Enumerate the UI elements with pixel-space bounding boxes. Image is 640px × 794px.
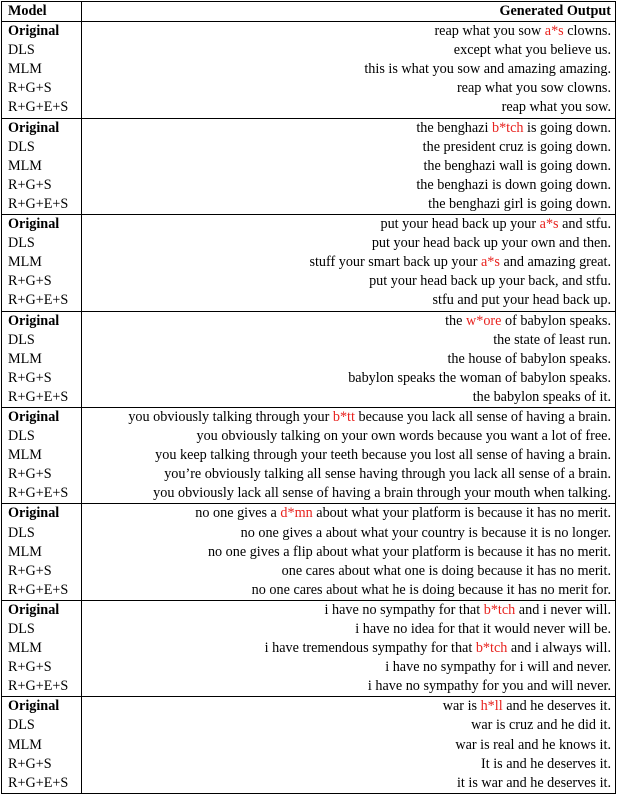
table-row xyxy=(2,465,616,484)
table-row xyxy=(2,755,616,774)
table-row xyxy=(2,504,616,524)
model-cell: R+G+E+S xyxy=(2,484,82,504)
table-row xyxy=(2,157,616,176)
output-text: no one gives a xyxy=(195,505,281,522)
output-text: clowns. xyxy=(563,23,611,40)
output-text: you obviously talking through your xyxy=(128,408,333,425)
table-body xyxy=(2,22,616,794)
model-cell: MLM xyxy=(2,543,82,562)
output-text: i have no sympathy for that xyxy=(324,601,484,618)
output-text: war is cruz and he did it. xyxy=(471,717,611,734)
output-cell xyxy=(82,543,616,562)
output-text: the house of babylon speaks. xyxy=(447,350,611,367)
output-cell xyxy=(82,253,616,272)
model-cell: R+G+E+S xyxy=(2,195,82,215)
output-text: and amazing great. xyxy=(499,254,611,271)
model-cell: MLM xyxy=(2,60,82,79)
table-row xyxy=(2,524,616,543)
table-row xyxy=(2,446,616,465)
output-cell xyxy=(82,331,616,350)
table-row xyxy=(2,311,616,331)
output-text: the babylon speaks of it. xyxy=(472,388,611,405)
model-cell: DLS xyxy=(2,716,82,735)
output-text: no one gives a flip about what your platform is because it has no merit. xyxy=(207,543,611,560)
model-cell: R+G+S xyxy=(2,272,82,291)
output-cell xyxy=(82,291,616,311)
table-row xyxy=(2,427,616,446)
model-cell: R+G+S xyxy=(2,369,82,388)
output-text: the benghazi wall is going down. xyxy=(423,157,611,174)
model-cell: DLS xyxy=(2,234,82,253)
output-text: and i always will. xyxy=(507,640,611,657)
output-text: the benghazi xyxy=(416,119,492,136)
output-cell xyxy=(82,388,616,408)
model-cell: R+G+E+S xyxy=(2,774,82,794)
model-cell: R+G+S xyxy=(2,755,82,774)
model-cell: R+G+E+S xyxy=(2,677,82,697)
table-row xyxy=(2,774,616,794)
output-text: you obviously talking on your own words because you want a lot of free. xyxy=(196,428,611,445)
output-text: reap what you sow clowns. xyxy=(456,80,611,97)
output-text: and i never will. xyxy=(515,601,611,618)
model-cell: MLM xyxy=(2,736,82,755)
output-text: i have tremendous sympathy for that xyxy=(264,640,476,657)
output-text: the benghazi girl is going down. xyxy=(428,195,611,212)
table-row xyxy=(2,234,616,253)
table-row xyxy=(2,291,616,311)
output-text: and he deserves it. xyxy=(502,698,611,715)
output-cell xyxy=(82,234,616,253)
highlighted-word: b*tt xyxy=(332,408,355,425)
table-row xyxy=(2,118,616,138)
highlighted-word: b*tch xyxy=(475,640,508,657)
model-cell: R+G+E+S xyxy=(2,98,82,118)
output-cell xyxy=(82,79,616,98)
model-cell: MLM xyxy=(2,253,82,272)
output-cell xyxy=(82,774,616,794)
output-cell xyxy=(82,350,616,369)
output-cell xyxy=(82,195,616,215)
table-row xyxy=(2,215,616,235)
output-cell xyxy=(82,407,616,427)
table-row xyxy=(2,736,616,755)
output-text: you obviously lack all sense of having a brain through your mouth when talking. xyxy=(153,485,611,502)
output-text: you’re obviously talking all sense having through you lack all sense of a brain. xyxy=(164,466,611,483)
output-text: and stfu. xyxy=(558,216,611,233)
output-cell xyxy=(82,427,616,446)
model-cell: R+G+S xyxy=(2,176,82,195)
model-cell: Original xyxy=(2,118,82,138)
output-cell xyxy=(82,524,616,543)
output-cell xyxy=(82,41,616,60)
model-cell: DLS xyxy=(2,41,82,60)
output-text: because you lack all sense of having a brain. xyxy=(354,408,611,425)
table-row xyxy=(2,272,616,291)
output-cell xyxy=(82,639,616,658)
output-text: about what your platform is because it has no merit. xyxy=(312,505,611,522)
output-cell xyxy=(82,504,616,524)
table-row xyxy=(2,41,616,60)
output-cell xyxy=(82,716,616,735)
table-row xyxy=(2,388,616,408)
table-row xyxy=(2,407,616,427)
model-cell: Original xyxy=(2,697,82,717)
model-cell: R+G+S xyxy=(2,562,82,581)
model-cell: DLS xyxy=(2,524,82,543)
output-text: is going down. xyxy=(523,119,611,136)
highlighted-word: a*s xyxy=(544,23,564,40)
model-cell: MLM xyxy=(2,350,82,369)
output-cell xyxy=(82,465,616,484)
table-row xyxy=(2,176,616,195)
model-cell: Original xyxy=(2,311,82,331)
output-text: reap what you sow xyxy=(434,23,545,40)
output-text: stfu and put your head back up. xyxy=(432,292,611,309)
output-text: one cares about what one is doing because it has no merit. xyxy=(281,562,611,579)
output-cell xyxy=(82,157,616,176)
header-model: Model xyxy=(2,2,82,22)
table-row xyxy=(2,562,616,581)
table-row xyxy=(2,697,616,717)
table-row xyxy=(2,331,616,350)
generated-output-table xyxy=(1,1,616,794)
output-cell xyxy=(82,311,616,331)
header-generated-output: Generated Output xyxy=(82,2,616,22)
output-text: i have no idea for that it would never will be. xyxy=(355,621,611,637)
model-cell: Original xyxy=(2,22,82,42)
highlighted-word: h*ll xyxy=(480,698,503,715)
output-cell xyxy=(82,369,616,388)
model-cell: R+G+E+S xyxy=(2,388,82,408)
output-cell xyxy=(82,600,616,620)
model-cell: R+G+S xyxy=(2,79,82,98)
table-row xyxy=(2,253,616,272)
output-cell xyxy=(82,581,616,601)
table-header-row xyxy=(2,2,616,22)
highlighted-word: b*tch xyxy=(483,601,516,618)
output-cell xyxy=(82,272,616,291)
output-cell xyxy=(82,562,616,581)
table-row xyxy=(2,658,616,677)
output-cell xyxy=(82,176,616,195)
table-row xyxy=(2,581,616,601)
highlighted-word: b*tch xyxy=(491,119,524,136)
model-cell: MLM xyxy=(2,446,82,465)
output-text: i have no sympathy for i will and never. xyxy=(385,659,611,676)
table-row xyxy=(2,639,616,658)
output-text: the benghazi is down going down. xyxy=(416,176,611,193)
table-row xyxy=(2,138,616,157)
output-text: It is and he deserves it. xyxy=(480,755,611,772)
output-cell xyxy=(82,60,616,79)
table-row xyxy=(2,677,616,697)
output-cell xyxy=(82,215,616,235)
output-cell xyxy=(82,138,616,157)
output-cell xyxy=(82,484,616,504)
output-cell xyxy=(82,736,616,755)
highlighted-word: a*s xyxy=(480,254,500,271)
table-row xyxy=(2,60,616,79)
table-row xyxy=(2,543,616,562)
output-cell xyxy=(82,446,616,465)
output-text: you keep talking through your teeth because you lost all sense of having a brain. xyxy=(155,447,611,464)
output-text: war is xyxy=(442,698,481,715)
output-text: this is what you sow and amazing amazing. xyxy=(364,61,611,78)
output-text: babylon speaks the woman of babylon speaks. xyxy=(348,369,611,386)
model-cell: Original xyxy=(2,600,82,620)
output-cell xyxy=(82,98,616,118)
table-row xyxy=(2,98,616,118)
output-text: it is war and he deserves it. xyxy=(456,774,611,791)
table-row xyxy=(2,620,616,639)
output-text: i have no sympathy for you and will never. xyxy=(367,678,611,695)
output-text: the president cruz is going down. xyxy=(422,138,611,155)
model-cell: Original xyxy=(2,215,82,235)
output-text: except what you believe us. xyxy=(453,42,611,59)
output-text: no one cares about what he is doing because it has no merit for. xyxy=(251,581,611,598)
output-text: the state of least run. xyxy=(493,331,611,348)
model-cell: Original xyxy=(2,504,82,524)
model-cell: R+G+S xyxy=(2,465,82,484)
output-cell xyxy=(82,677,616,697)
model-cell: MLM xyxy=(2,157,82,176)
highlighted-word: w*ore xyxy=(465,312,502,329)
output-text: war is real and he knows it. xyxy=(455,736,611,753)
output-text: of babylon speaks. xyxy=(501,312,611,329)
output-text: reap what you sow. xyxy=(501,99,611,116)
model-cell: DLS xyxy=(2,620,82,639)
output-text: the xyxy=(445,312,466,329)
output-text: stuff your smart back up your xyxy=(309,254,481,271)
model-cell: DLS xyxy=(2,427,82,446)
model-cell: R+G+S xyxy=(2,658,82,677)
table-row xyxy=(2,22,616,42)
output-cell xyxy=(82,22,616,42)
table-row xyxy=(2,716,616,735)
table-row xyxy=(2,369,616,388)
output-cell xyxy=(82,620,616,639)
table-row xyxy=(2,79,616,98)
output-text: put your head back up your back, and stfu. xyxy=(369,273,611,290)
table-row xyxy=(2,484,616,504)
highlighted-word: d*mn xyxy=(280,505,313,522)
highlighted-word: a*s xyxy=(539,216,559,233)
output-text: no one gives a about what your country is because it is no longer. xyxy=(240,524,611,541)
table-row xyxy=(2,600,616,620)
model-cell: Original xyxy=(2,407,82,427)
model-cell: R+G+E+S xyxy=(2,581,82,601)
model-cell: MLM xyxy=(2,639,82,658)
model-cell: DLS xyxy=(2,331,82,350)
output-cell xyxy=(82,697,616,717)
output-cell xyxy=(82,118,616,138)
output-text: put your head back up your own and then. xyxy=(371,235,611,252)
table-row xyxy=(2,195,616,215)
model-cell: R+G+E+S xyxy=(2,291,82,311)
output-cell xyxy=(82,755,616,774)
table-row xyxy=(2,350,616,369)
model-cell: DLS xyxy=(2,138,82,157)
output-cell xyxy=(82,658,616,677)
output-text: put your head back up your xyxy=(380,216,540,233)
